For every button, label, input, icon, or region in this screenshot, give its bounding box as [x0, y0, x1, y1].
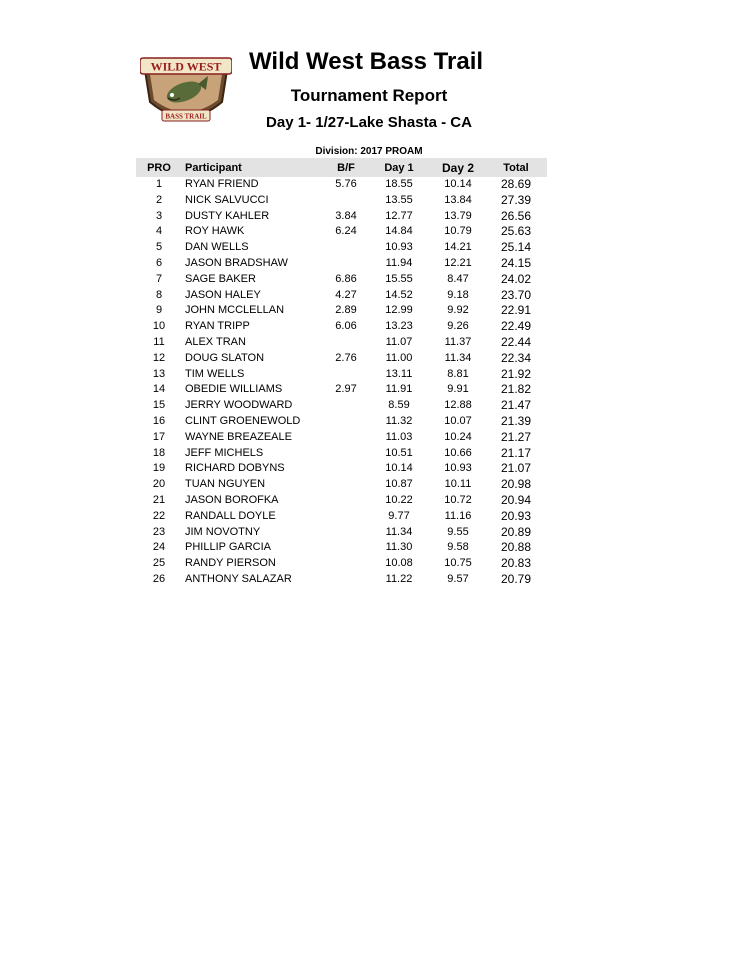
cell-participant: JOHN MCCLELLAN	[185, 304, 285, 317]
cell-bf: 6.86	[335, 272, 357, 285]
column-header-total: Total	[485, 158, 547, 177]
cell-pro: 4	[155, 225, 163, 238]
column-header-participant: Participant	[182, 158, 325, 177]
table-row	[136, 209, 547, 225]
table-row	[136, 240, 547, 256]
cell-pro: 20	[152, 478, 166, 491]
cell-pro: 7	[155, 272, 163, 285]
logo-top-text: WILD WEST	[150, 59, 222, 74]
cell-pro: 2	[155, 193, 163, 206]
table-row	[136, 509, 547, 525]
cell-pro: 24	[152, 541, 166, 554]
results-table	[136, 158, 547, 588]
cell-pro: 21	[152, 493, 166, 506]
cell-day2: 9.18	[447, 288, 469, 301]
cell-day1: 13.11	[385, 367, 413, 380]
cell-total: 21.82	[500, 382, 532, 397]
cell-pro: 13	[152, 367, 166, 380]
cell-bf: 6.06	[335, 320, 357, 333]
cell-day2: 9.92	[447, 304, 469, 317]
cell-total: 21.17	[500, 445, 532, 460]
cell-day2: 12.88	[444, 399, 472, 412]
cell-bf: 6.24	[335, 225, 357, 238]
cell-pro: 18	[152, 446, 166, 459]
cell-total: 21.47	[500, 398, 532, 413]
cell-day2: 11.37	[444, 335, 472, 348]
cell-pro: 16	[152, 414, 166, 427]
cell-day2: 10.75	[444, 557, 472, 570]
cell-bf	[325, 540, 367, 556]
cell-total: 22.34	[500, 350, 532, 365]
cell-bf	[325, 509, 367, 525]
cell-participant: DOUG SLATON	[185, 351, 265, 364]
cell-day2: 9.57	[447, 572, 469, 585]
cell-participant: RICHARD DOBYNS	[185, 462, 285, 475]
table-row	[136, 430, 547, 446]
table-row	[136, 446, 547, 462]
cell-day2: 11.16	[444, 509, 472, 522]
cell-day1: 11.22	[385, 572, 413, 585]
table-row	[136, 493, 547, 509]
wild-west-bass-trail-logo	[140, 50, 232, 130]
cell-day2: 10.93	[444, 462, 472, 475]
cell-participant: JASON HALEY	[185, 288, 261, 301]
table-row	[136, 351, 547, 367]
cell-bf: 3.84	[335, 209, 357, 222]
cell-total: 25.63	[500, 224, 532, 239]
cell-pro: 15	[152, 399, 166, 412]
cell-bf	[325, 446, 367, 462]
cell-day1: 11.91	[385, 383, 413, 396]
cell-day1: 10.87	[385, 478, 413, 491]
cell-day1: 11.94	[385, 256, 413, 269]
cell-total: 21.92	[500, 366, 532, 381]
cell-total: 22.91	[500, 303, 532, 318]
event-info: Day 1- 1/27-Lake Shasta - CA	[266, 114, 472, 131]
cell-pro: 1	[155, 178, 163, 190]
cell-participant: TUAN NGUYEN	[185, 478, 266, 491]
cell-day1: 11.30	[385, 541, 413, 554]
cell-pro: 23	[152, 525, 166, 538]
cell-total: 22.49	[500, 319, 532, 334]
cell-bf	[325, 398, 367, 414]
cell-day1: 11.03	[385, 430, 413, 443]
column-header-day2: Day 2	[431, 158, 485, 177]
cell-total: 20.79	[500, 571, 532, 586]
cell-bf	[325, 461, 367, 477]
table-row	[136, 477, 547, 493]
cell-total: 20.83	[500, 556, 532, 571]
cell-pro: 10	[152, 320, 166, 333]
cell-bf	[325, 256, 367, 272]
cell-participant: JASON BRADSHAW	[185, 256, 288, 269]
table-row	[136, 319, 547, 335]
cell-day1: 10.51	[385, 446, 413, 459]
cell-bf	[325, 414, 367, 430]
cell-participant: RYAN FRIEND	[185, 178, 259, 190]
table-row	[136, 272, 547, 288]
cell-participant: ALEX TRAN	[185, 335, 246, 348]
cell-bf	[325, 477, 367, 493]
cell-bf: 2.97	[335, 383, 357, 396]
cell-day1: 12.99	[385, 304, 413, 317]
table-row	[136, 303, 547, 319]
column-header-day1: Day 1	[367, 158, 431, 177]
cell-bf: 4.27	[335, 288, 357, 301]
cell-participant: RYAN TRIPP	[185, 320, 250, 333]
cell-day1: 13.23	[385, 320, 413, 333]
cell-participant: NICK SALVUCCI	[185, 193, 269, 206]
logo-bottom-text: BASS TRAIL	[165, 112, 207, 121]
table-row	[136, 367, 547, 383]
cell-day1: 10.08	[385, 557, 413, 570]
cell-day1: 9.77	[388, 509, 410, 522]
cell-participant: JERRY WOODWARD	[185, 399, 293, 412]
report-subtitle: Tournament Report	[290, 86, 448, 105]
table-row	[136, 177, 547, 193]
cell-day2: 14.21	[444, 241, 472, 254]
cell-total: 24.02	[500, 271, 532, 286]
cell-pro: 22	[152, 509, 166, 522]
cell-day2: 10.24	[444, 430, 472, 443]
cell-total: 27.39	[500, 192, 532, 207]
cell-day2: 13.84	[444, 193, 472, 206]
cell-participant: RANDALL DOYLE	[185, 509, 276, 522]
cell-participant: ANTHONY SALAZAR	[185, 572, 292, 585]
cell-day1: 13.55	[385, 193, 413, 206]
cell-participant: JIM NOVOTNY	[185, 525, 261, 538]
cell-total: 20.93	[500, 508, 532, 523]
cell-bf: 5.76	[335, 178, 357, 190]
column-header-bf: B/F	[325, 158, 367, 177]
cell-total: 26.56	[500, 208, 532, 223]
cell-day2: 9.55	[447, 525, 469, 538]
results-body	[136, 177, 547, 588]
cell-pro: 12	[152, 351, 166, 364]
cell-day2: 9.58	[447, 541, 469, 554]
cell-bf: 2.89	[335, 304, 357, 317]
cell-participant: WAYNE BREAZEALE	[185, 430, 292, 443]
cell-participant: DAN WELLS	[185, 241, 249, 254]
table-header-row	[136, 158, 547, 177]
cell-pro: 19	[152, 462, 166, 475]
cell-day2: 9.91	[447, 383, 469, 396]
cell-participant: DUSTY KAHLER	[185, 209, 270, 222]
table-row	[136, 461, 547, 477]
cell-day1: 11.00	[385, 351, 413, 364]
table-row	[136, 572, 547, 588]
cell-day2: 10.66	[444, 446, 472, 459]
cell-bf	[325, 335, 367, 351]
cell-pro: 6	[155, 256, 163, 269]
cell-day1: 8.59	[388, 399, 410, 412]
cell-participant: ROY HAWK	[185, 225, 245, 238]
cell-day2: 12.21	[444, 256, 472, 269]
table-row	[136, 556, 547, 572]
cell-total: 28.69	[500, 177, 532, 191]
cell-day2: 10.11	[444, 478, 472, 491]
cell-total: 21.39	[500, 413, 532, 428]
cell-day1: 18.55	[385, 178, 413, 190]
cell-pro: 14	[152, 383, 166, 396]
cell-total: 20.94	[500, 492, 532, 507]
cell-bf	[325, 556, 367, 572]
cell-day2: 10.07	[444, 414, 472, 427]
cell-participant: TIM WELLS	[185, 367, 245, 380]
cell-pro: 5	[155, 241, 163, 254]
cell-bf	[325, 572, 367, 588]
cell-day2: 9.26	[447, 320, 469, 333]
cell-total: 25.14	[500, 240, 532, 255]
cell-day2: 8.47	[447, 272, 469, 285]
table-row	[136, 288, 547, 304]
table-row	[136, 382, 547, 398]
cell-total: 22.44	[500, 334, 532, 349]
cell-total: 24.15	[500, 255, 532, 270]
cell-total: 20.88	[500, 540, 532, 555]
cell-day1: 12.77	[385, 209, 413, 222]
cell-day1: 11.32	[385, 414, 413, 427]
cell-day1: 10.93	[385, 241, 413, 254]
table-row	[136, 525, 547, 541]
cell-day1: 11.34	[385, 525, 413, 538]
division-label: Division: 2017 PROAM	[315, 146, 423, 157]
cell-participant: JEFF MICHELS	[185, 446, 264, 459]
cell-bf	[325, 193, 367, 209]
cell-participant: SAGE BAKER	[185, 272, 256, 285]
cell-day2: 11.34	[444, 351, 472, 364]
cell-bf	[325, 525, 367, 541]
cell-pro: 3	[155, 209, 163, 222]
cell-bf	[325, 493, 367, 509]
cell-day2: 13.79	[444, 209, 472, 222]
cell-day2: 10.72	[444, 493, 472, 506]
cell-bf	[325, 430, 367, 446]
cell-total: 20.98	[500, 477, 532, 492]
cell-day1: 14.84	[385, 225, 413, 238]
cell-total: 23.70	[500, 287, 532, 302]
table-row	[136, 256, 547, 272]
cell-day1: 10.14	[385, 462, 413, 475]
cell-day1: 15.55	[385, 272, 413, 285]
cell-bf	[325, 240, 367, 256]
cell-day2: 8.81	[447, 367, 469, 380]
cell-total: 21.07	[500, 461, 532, 476]
cell-day2: 10.14	[444, 178, 472, 190]
cell-participant: OBEDIE WILLIAMS	[185, 383, 283, 396]
cell-participant: JASON BOROFKA	[185, 493, 279, 506]
cell-total: 20.89	[500, 524, 532, 539]
cell-bf: 2.76	[335, 351, 357, 364]
cell-pro: 9	[155, 304, 163, 317]
table-row	[136, 414, 547, 430]
cell-pro: 8	[155, 288, 163, 301]
cell-pro: 17	[152, 430, 166, 443]
table-row	[136, 224, 547, 240]
cell-day2: 10.79	[444, 225, 472, 238]
cell-pro: 25	[152, 557, 166, 570]
table-row	[136, 193, 547, 209]
report-title: Wild West Bass Trail	[248, 48, 484, 75]
table-row	[136, 540, 547, 556]
column-header-pro: PRO	[136, 158, 182, 177]
cell-participant: RANDY PIERSON	[185, 557, 276, 570]
cell-day1: 14.52	[385, 288, 413, 301]
table-row	[136, 335, 547, 351]
cell-day1: 10.22	[385, 493, 413, 506]
cell-bf	[325, 367, 367, 383]
cell-pro: 26	[152, 572, 166, 585]
cell-participant: PHILLIP GARCIA	[185, 541, 271, 554]
table-row	[136, 398, 547, 414]
cell-participant: CLINT GROENEWOLD	[185, 414, 301, 427]
cell-total: 21.27	[500, 429, 532, 444]
cell-pro: 11	[153, 335, 165, 348]
cell-day1: 11.07	[385, 335, 413, 348]
